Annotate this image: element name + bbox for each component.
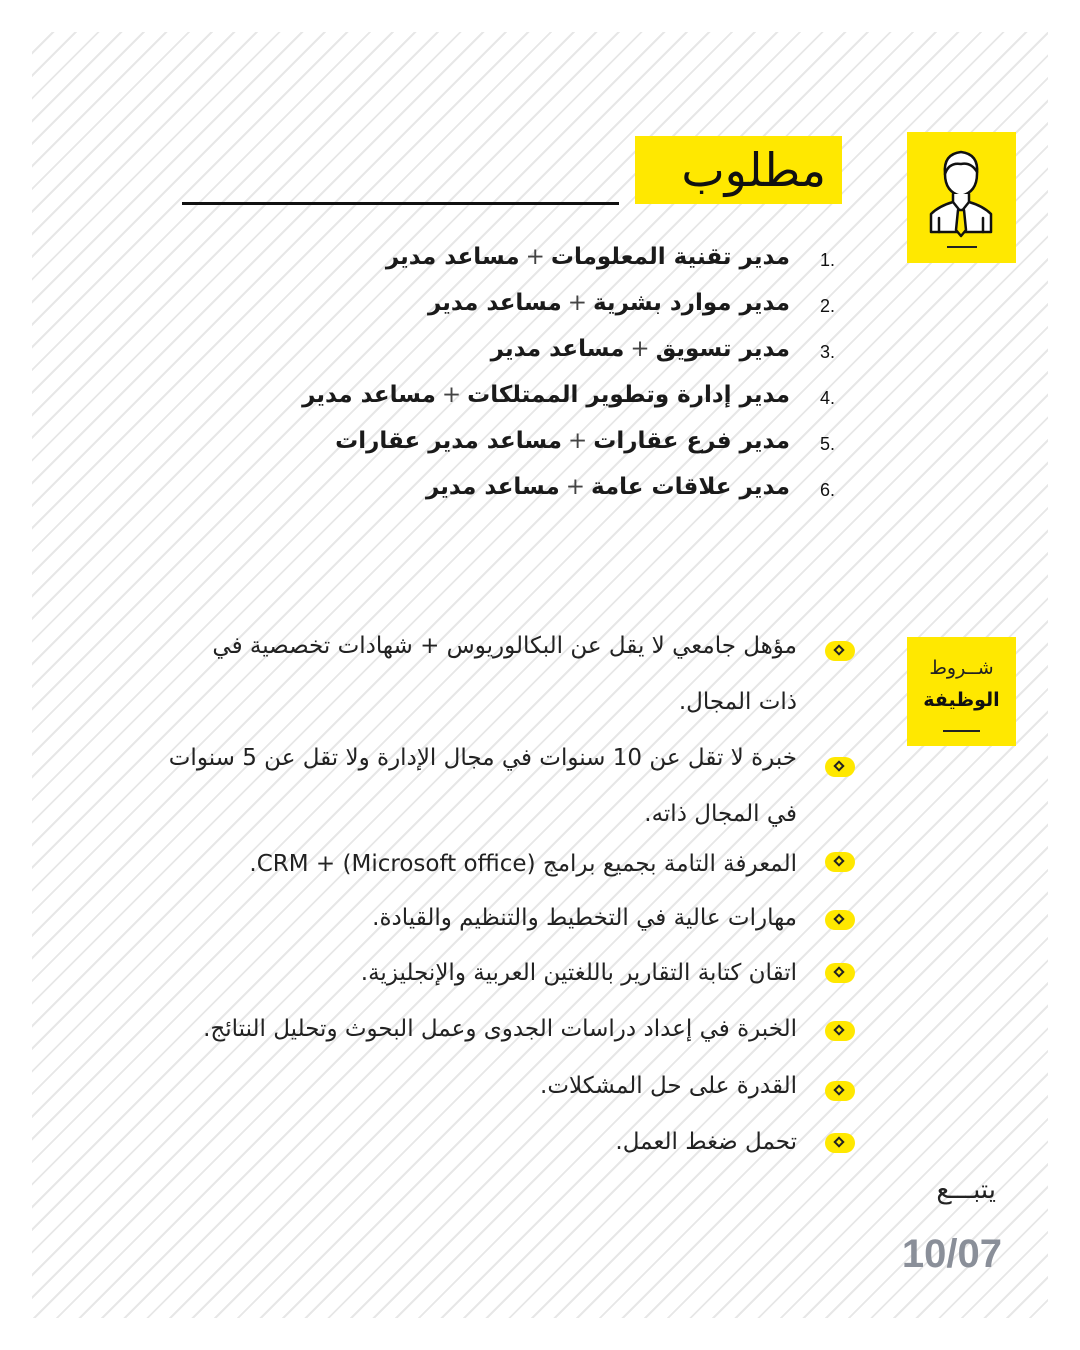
item-number: 3. — [820, 342, 836, 362]
job-title: مدير إدارة وتطوير الممتلكات+مساعد مدير — [302, 382, 790, 408]
requirement-line: خبرة لا تقل عن 10 سنوات في مجال الإدارة ولا تقل عن 5 سنوات — [168, 745, 797, 771]
icon-underline — [947, 246, 977, 248]
diamond-bullet-icon — [825, 757, 855, 777]
conditions-label: شــروط — [929, 657, 994, 679]
item-number: 2. — [820, 296, 836, 316]
job-title: مدير تسويق+مساعد مدير — [490, 336, 790, 362]
requirement-line: القدرة على حل المشكلات. — [540, 1073, 797, 1099]
conditions-underline — [943, 730, 980, 732]
requirement-line: تحمل ضغط العمل. — [615, 1129, 797, 1155]
list-item — [180, 240, 850, 286]
diamond-bullet-icon — [825, 1021, 855, 1041]
item-number: 4. — [820, 388, 836, 408]
item-number: 6. — [820, 480, 836, 500]
requirement-line: الخبرة في إعداد دراسات الجدوى وعمل البحوث وتحليل النتائج. — [203, 1016, 797, 1042]
requirement-line: مهارات عالية في التخطيط والتنظيم والقيادة. — [372, 905, 797, 931]
background-pattern — [32, 32, 1048, 1318]
requirement-line: مؤهل جامعي لا يقل عن البكالوريوس + شهادات تخصصية في — [212, 633, 797, 659]
job-title: مدير فرع عقارات+مساعد مدير عقارات — [335, 428, 790, 454]
list-item — [180, 470, 850, 516]
job-title: مدير موارد بشرية+مساعد مدير — [427, 290, 790, 316]
title-tab — [635, 136, 842, 204]
job-title: مدير تقنية المعلومات+مساعد مدير — [385, 244, 790, 270]
list-item — [180, 332, 850, 378]
diamond-bullet-icon — [825, 963, 855, 983]
item-number: 5. — [820, 434, 836, 454]
job-icon-box — [907, 132, 1016, 263]
requirement-line: في المجال ذاته. — [644, 801, 797, 827]
item-number: 1. — [820, 250, 836, 270]
diamond-bullet-icon — [825, 1133, 855, 1153]
title-rule — [182, 202, 619, 205]
page-title: مطلوب — [681, 143, 826, 197]
job-list — [180, 240, 850, 516]
requirement-line: ذات المجال. — [678, 689, 797, 715]
conditions-label-bold: الوظيفة — [923, 689, 1000, 711]
list-item — [180, 424, 850, 470]
job-title: مدير علاقات عامة+مساعد مدير — [425, 474, 790, 500]
conditions-label-box — [907, 637, 1016, 746]
page-number: 10/07 — [901, 1232, 1002, 1276]
diamond-bullet-icon — [825, 1081, 855, 1101]
diamond-bullet-icon — [825, 910, 855, 930]
diamond-bullet-icon — [825, 852, 855, 872]
list-item — [180, 378, 850, 424]
requirement-line: المعرفة التامة بجميع برامج (Microsoft office) + CRM. — [249, 851, 797, 877]
continues-label: يتبـــع — [936, 1175, 996, 1205]
diamond-bullet-icon — [825, 641, 855, 661]
list-item — [180, 286, 850, 332]
employee-icon — [925, 146, 997, 242]
requirement-line: اتقان كتابة التقارير باللغتين العربية والإنجليزية. — [360, 960, 797, 986]
